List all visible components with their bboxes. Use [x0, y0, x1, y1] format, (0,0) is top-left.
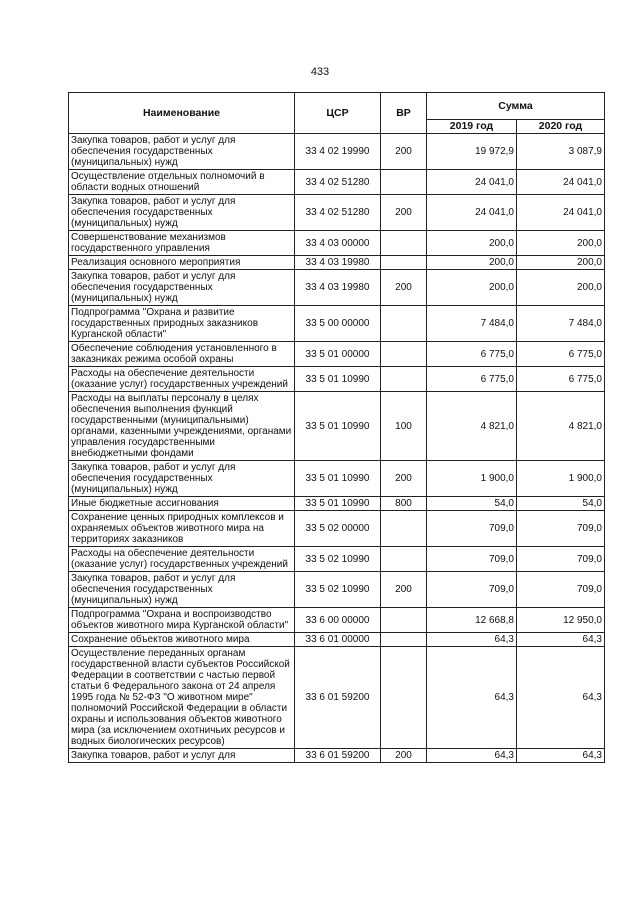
cell-name: Иные бюджетные ассигнования [69, 497, 295, 511]
cell-2019: 200,0 [427, 270, 517, 306]
cell-vr [381, 342, 427, 367]
cell-2019: 24 041,0 [427, 195, 517, 231]
table-row [69, 647, 605, 749]
table-row [69, 461, 605, 497]
table-row [69, 306, 605, 342]
cell-vr: 200 [381, 270, 427, 306]
cell-2020: 6 775,0 [517, 342, 605, 367]
cell-csr: 33 5 01 10990 [295, 392, 381, 461]
cell-2020: 24 041,0 [517, 170, 605, 195]
table-row [69, 270, 605, 306]
cell-csr: 33 5 02 00000 [295, 511, 381, 547]
table-row [69, 342, 605, 367]
cell-csr: 33 6 01 00000 [295, 633, 381, 647]
cell-name: Подпрограмма "Охрана и развитие государственных природных заказников Курганской области" [69, 306, 295, 342]
cell-2020: 200,0 [517, 256, 605, 270]
cell-vr [381, 306, 427, 342]
cell-name: Реализация основного мероприятия [69, 256, 295, 270]
cell-vr: 800 [381, 497, 427, 511]
cell-csr: 33 5 01 10990 [295, 497, 381, 511]
cell-vr [381, 367, 427, 392]
cell-vr: 200 [381, 461, 427, 497]
cell-csr: 33 6 01 59200 [295, 749, 381, 763]
cell-2020: 64,3 [517, 647, 605, 749]
cell-2019: 19 972,9 [427, 134, 517, 170]
cell-2020: 7 484,0 [517, 306, 605, 342]
cell-csr: 33 5 02 10990 [295, 547, 381, 572]
cell-csr: 33 5 01 00000 [295, 342, 381, 367]
cell-2019: 6 775,0 [427, 342, 517, 367]
cell-2019: 4 821,0 [427, 392, 517, 461]
table-row [69, 367, 605, 392]
cell-name: Совершенствование механизмов государственного управления [69, 231, 295, 256]
cell-2019: 64,3 [427, 749, 517, 763]
header-sum: Сумма [427, 93, 605, 120]
cell-2020: 12 950,0 [517, 608, 605, 633]
cell-vr [381, 170, 427, 195]
cell-2019: 64,3 [427, 647, 517, 749]
cell-2019: 24 041,0 [427, 170, 517, 195]
cell-name: Закупка товаров, работ и услуг для обеспечения государственных (муниципальных) нужд [69, 461, 295, 497]
cell-2019: 200,0 [427, 231, 517, 256]
cell-2019: 6 775,0 [427, 367, 517, 392]
cell-name: Закупка товаров, работ и услуг для обеспечения государственных (муниципальных) нужд [69, 134, 295, 170]
cell-csr: 33 5 02 10990 [295, 572, 381, 608]
table-row [69, 170, 605, 195]
table-row [69, 608, 605, 633]
cell-vr: 200 [381, 749, 427, 763]
table-row [69, 392, 605, 461]
cell-vr: 200 [381, 195, 427, 231]
cell-name: Осуществление переданных органам государственной власти субъектов Российской Федерации в соответствии с частью первой статьи 6 Федерального закона от 24 апреля 1995 года № 52-ФЗ "О животном мире" полномочий Российской Федерации в области охраны и использования объектов животного мира (за исключением охотничьих ресурсов и водных биологических ресурсов) [69, 647, 295, 749]
cell-name: Подпрограмма "Охрана и воспроизводство объектов животного мира Курганской области" [69, 608, 295, 633]
cell-name: Осуществление отдельных полномочий в области водных отношений [69, 170, 295, 195]
cell-csr: 33 5 01 10990 [295, 461, 381, 497]
table-row [69, 633, 605, 647]
cell-2019: 12 668,8 [427, 608, 517, 633]
cell-vr [381, 231, 427, 256]
header-vr: ВР [381, 93, 427, 134]
cell-2020: 709,0 [517, 547, 605, 572]
header-year-2020: 2020 год [517, 120, 605, 134]
cell-name: Расходы на обеспечение деятельности (оказание услуг) государственных учреждений [69, 547, 295, 572]
cell-vr [381, 547, 427, 572]
cell-vr: 200 [381, 134, 427, 170]
cell-2019: 1 900,0 [427, 461, 517, 497]
cell-vr [381, 256, 427, 270]
cell-2020: 200,0 [517, 270, 605, 306]
cell-csr: 33 4 02 51280 [295, 170, 381, 195]
cell-2020: 64,3 [517, 633, 605, 647]
cell-name: Расходы на выплаты персоналу в целях обеспечения выполнения функций государственными (муниципальными) органами, казенными учреждениями, органами управления государственными внебюджетными фондами [69, 392, 295, 461]
cell-2020: 3 087,9 [517, 134, 605, 170]
budget-table [68, 92, 605, 763]
cell-vr: 100 [381, 392, 427, 461]
table-row [69, 572, 605, 608]
cell-name: Закупка товаров, работ и услуг для обеспечения государственных (муниципальных) нужд [69, 195, 295, 231]
table-row [69, 256, 605, 270]
cell-2019: 7 484,0 [427, 306, 517, 342]
cell-vr [381, 647, 427, 749]
cell-csr: 33 4 03 19980 [295, 270, 381, 306]
cell-name: Закупка товаров, работ и услуг для [69, 749, 295, 763]
cell-vr [381, 608, 427, 633]
table-row [69, 547, 605, 572]
table-row [69, 511, 605, 547]
cell-csr: 33 6 01 59200 [295, 647, 381, 749]
cell-2020: 709,0 [517, 572, 605, 608]
cell-2019: 709,0 [427, 511, 517, 547]
cell-2020: 6 775,0 [517, 367, 605, 392]
page-number: 433 [310, 66, 330, 78]
cell-2020: 54,0 [517, 497, 605, 511]
cell-name: Расходы на обеспечение деятельности (оказание услуг) государственных учреждений [69, 367, 295, 392]
cell-name: Сохранение ценных природных комплексов и охраняемых объектов животного мира на территориях заказников [69, 511, 295, 547]
cell-2019: 709,0 [427, 572, 517, 608]
cell-name: Закупка товаров, работ и услуг для обеспечения государственных (муниципальных) нужд [69, 572, 295, 608]
cell-csr: 33 5 01 10990 [295, 367, 381, 392]
header-csr: ЦСР [295, 93, 381, 134]
cell-2019: 64,3 [427, 633, 517, 647]
cell-vr: 200 [381, 572, 427, 608]
cell-2020: 64,3 [517, 749, 605, 763]
cell-2019: 54,0 [427, 497, 517, 511]
table-body [69, 134, 605, 763]
header-year-2019: 2019 год [427, 120, 517, 134]
table-row [69, 195, 605, 231]
cell-2020: 24 041,0 [517, 195, 605, 231]
table-row [69, 497, 605, 511]
cell-csr: 33 4 03 00000 [295, 231, 381, 256]
cell-name: Обеспечение соблюдения установленного в заказниках режима особой охраны [69, 342, 295, 367]
table-row [69, 231, 605, 256]
cell-csr: 33 6 00 00000 [295, 608, 381, 633]
cell-2019: 709,0 [427, 547, 517, 572]
cell-name: Сохранение объектов животного мира [69, 633, 295, 647]
table-row [69, 749, 605, 763]
cell-csr: 33 5 00 00000 [295, 306, 381, 342]
cell-vr [381, 511, 427, 547]
cell-2020: 200,0 [517, 231, 605, 256]
table-row [69, 134, 605, 170]
header-name: Наименование [69, 93, 295, 134]
cell-csr: 33 4 03 19980 [295, 256, 381, 270]
cell-2019: 200,0 [427, 256, 517, 270]
cell-2020: 709,0 [517, 511, 605, 547]
cell-csr: 33 4 02 51280 [295, 195, 381, 231]
cell-2020: 1 900,0 [517, 461, 605, 497]
cell-name: Закупка товаров, работ и услуг для обеспечения государственных (муниципальных) нужд [69, 270, 295, 306]
cell-csr: 33 4 02 19990 [295, 134, 381, 170]
cell-2020: 4 821,0 [517, 392, 605, 461]
cell-vr [381, 633, 427, 647]
